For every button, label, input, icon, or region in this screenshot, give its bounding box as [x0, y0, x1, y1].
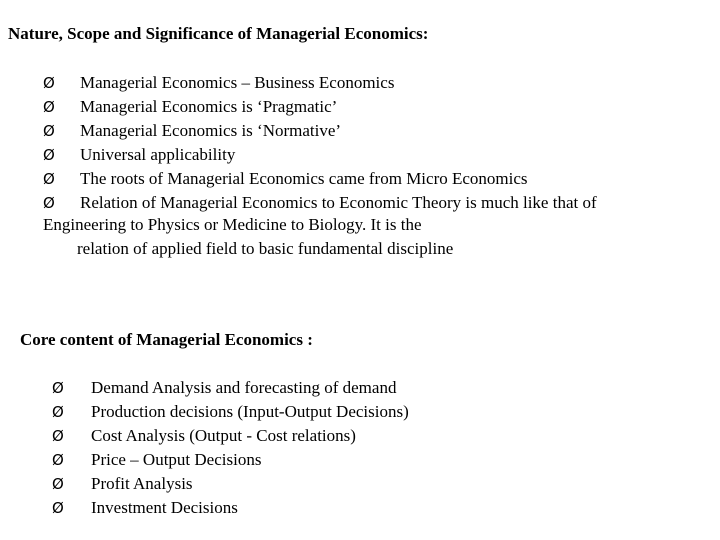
list-item-text: Cost Analysis (Output - Cost relations) [91, 426, 356, 445]
list-item [43, 191, 597, 215]
arrow-bullet-icon: Ø [52, 475, 64, 493]
list-item-text: Managerial Economics is ‘Pragmatic’ [80, 97, 338, 116]
list-item [52, 376, 409, 400]
arrow-bullet-icon: Ø [52, 403, 64, 421]
list-item-text: Universal applicability [80, 145, 236, 164]
arrow-bullet-icon: Ø [43, 170, 55, 188]
list-item [52, 400, 409, 424]
list-item [52, 496, 409, 520]
arrow-bullet-icon: Ø [52, 451, 64, 469]
arrow-bullet-icon: Ø [43, 194, 55, 212]
list-item [43, 71, 597, 95]
arrow-bullet-icon: Ø [52, 499, 64, 517]
section-heading: Core content of Managerial Economics : [20, 330, 313, 349]
core-content-list [52, 376, 409, 520]
list-item [43, 95, 597, 119]
list-item [43, 143, 597, 167]
list-item-text: Price – Output Decisions [91, 450, 262, 469]
arrow-bullet-icon: Ø [43, 122, 55, 140]
list-item-continuation: relation of applied field to basic fundamental discipline [77, 239, 454, 258]
scope-list [43, 71, 597, 215]
list-item [43, 119, 597, 143]
arrow-bullet-icon: Ø [52, 427, 64, 445]
page-title: Nature, Scope and Significance of Managerial Economics: [8, 24, 429, 43]
list-item [52, 472, 409, 496]
list-item-text: Investment Decisions [91, 498, 238, 517]
list-item [52, 424, 409, 448]
arrow-bullet-icon: Ø [43, 146, 55, 164]
list-item-text: Relation of Managerial Economics to Economic Theory is much like that of [80, 193, 597, 212]
arrow-bullet-icon: Ø [52, 379, 64, 397]
list-item-text: The roots of Managerial Economics came from Micro Economics [80, 169, 528, 188]
arrow-bullet-icon: Ø [43, 98, 55, 116]
list-item-text: Profit Analysis [91, 474, 193, 493]
list-item-text: Managerial Economics is ‘Normative’ [80, 121, 342, 140]
list-item [43, 167, 597, 191]
list-item [52, 448, 409, 472]
arrow-bullet-icon: Ø [43, 74, 55, 92]
list-item-text: Managerial Economics – Business Economics [80, 73, 395, 92]
list-item-text: Demand Analysis and forecasting of demand [91, 378, 397, 397]
list-item-continuation: Engineering to Physics or Medicine to Biology. It is the [43, 215, 422, 234]
list-item-text: Production decisions (Input-Output Decisions) [91, 402, 409, 421]
